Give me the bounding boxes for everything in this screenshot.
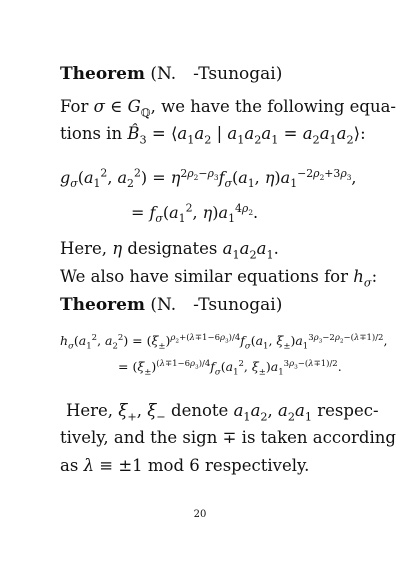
para-xi-line2: tively, and the sign ∓ is taken according	[60, 428, 396, 447]
equation-h-line1: $h_\sigma(a_1^2$, $a_2^2) = (\xi_\pm)^{\rho_2+(\lambda\mp 1-6\rho_3)/4}f_\sigma(a_1$, $\xi_\pm)a_1^{3\rho_3-2\rho_2-(\lambda\mp 1)/2}$,	[60, 332, 388, 352]
equation-g-line2: = $f_\sigma(a_1^2$, $\eta)a_1^{4\rho_2}$.	[131, 201, 259, 226]
para-intro-line2: tions in $B̂_3$ = $⟨a_1a_2$ | $a_1a_2a_1$ = $a_2a_1a_2⟩$:	[60, 124, 366, 147]
theorem-heading-2	[60, 295, 282, 315]
para-intro-line1: For σ ∈ $G_ℚ$, we have the following equa-	[60, 97, 396, 120]
theorem-heading-1	[60, 64, 282, 84]
theorem-author: (N. -Tsunogai)	[150, 64, 283, 84]
theorem-author: (N. -Tsunogai)	[150, 295, 283, 315]
para-eta: Here, η designates $a_1a_2a_1$.	[60, 239, 279, 262]
theorem-label: Theorem	[60, 295, 145, 315]
para-similar: We also have similar equations for $h_\sigma$:	[60, 267, 378, 290]
para-xi-line3: as λ ≡ ±1 mod 6 respectively.	[60, 456, 310, 475]
para-xi-line1: Here, $\xi_+$, $\xi_-$ denote $a_1a_2$, $a_2a_1$ respec-	[66, 401, 379, 424]
theorem-label: Theorem	[60, 64, 145, 84]
page-number: 20	[193, 509, 207, 520]
equation-g-line1: $g_\sigma(a_1^2$, $a_2^2) = \eta^{2\rho_2-\rho_3}f_\sigma(a_1$, $\eta)a_1^{-2\rho_2+3\rho_3}$,	[60, 166, 357, 191]
equation-h-line2: = $(\xi_\pm)^{(\lambda\mp 1-6\rho_3)/4}f_\sigma(a_1^2$, $\xi_\pm)a_1^{3\rho_3-(\lambda\mp 1)/2}$.	[118, 358, 342, 378]
